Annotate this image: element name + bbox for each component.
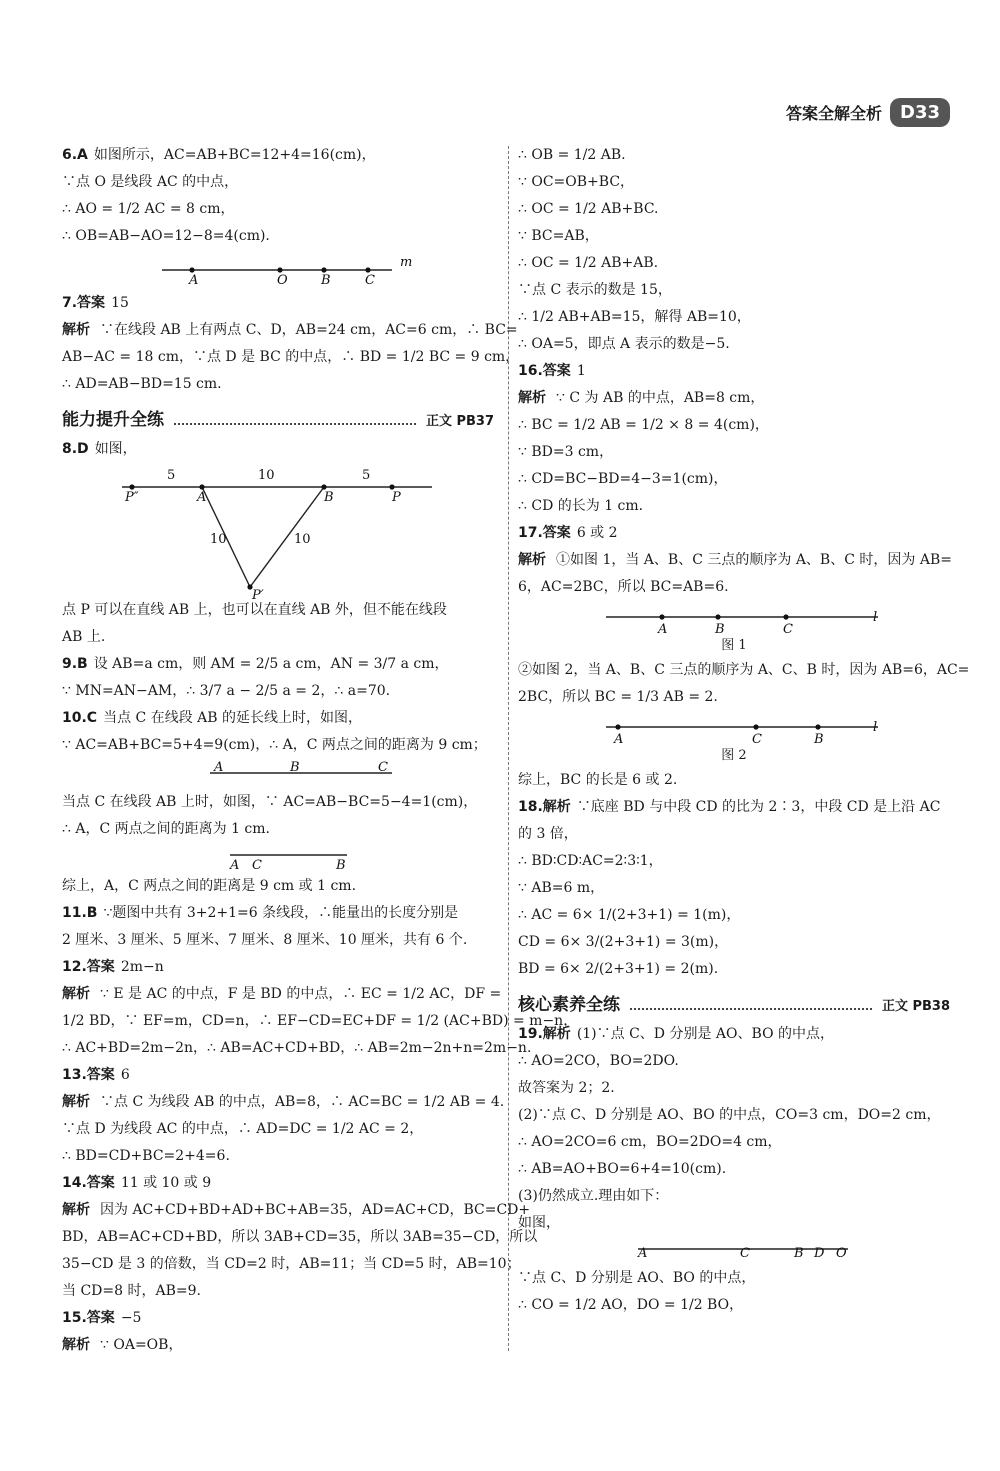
solution-line <box>518 387 950 409</box>
line-text: 因为 AC+CD+BD+AD+BC+AB=35，AD=AC+CD，BC=CD+ <box>100 1202 531 1218</box>
line-text: 6 <box>120 1067 130 1083</box>
point-label: A <box>197 490 207 505</box>
point-label: l <box>873 720 878 735</box>
line-segment-diagram <box>62 845 482 871</box>
point-label: A <box>638 1246 648 1261</box>
point-dot <box>715 614 720 619</box>
line-segment-diagram <box>62 252 482 288</box>
solution-line <box>518 1104 950 1126</box>
line-text: 如图所示，AC=AB+BC=12+4=16(cm)， <box>93 147 376 163</box>
point-label: P <box>392 490 401 505</box>
line-text: ∵点 C 为线段 AB 的中点，AB=8，∴ AC=BC = 1/2 AB = 4. <box>100 1094 505 1110</box>
line-segment-diagram <box>62 465 482 603</box>
solution-line <box>62 1145 494 1167</box>
point-dot <box>189 267 194 272</box>
line-text: ∵ AB=6 m， <box>518 880 605 896</box>
solution-line <box>62 983 502 1005</box>
line-segment-diagram <box>62 761 482 787</box>
question-number: 14.答案 <box>62 1175 115 1191</box>
solution-line <box>518 1212 950 1234</box>
line-text: 的 3 倍， <box>518 826 578 842</box>
point-dot <box>659 614 664 619</box>
solution-line <box>518 171 950 193</box>
right-column <box>518 143 970 1321</box>
question-number: 11.B <box>62 905 98 921</box>
point-label: B <box>290 760 300 775</box>
question-number: 7.答案 <box>62 295 106 311</box>
line-segment-diagram <box>518 713 948 747</box>
point-label: B <box>814 732 824 747</box>
solution-line <box>518 877 950 899</box>
solution-line <box>62 346 520 368</box>
solution-line <box>62 875 494 897</box>
question-item <box>62 292 494 314</box>
f6-figure <box>62 252 494 288</box>
question-item <box>62 1307 494 1329</box>
question-number: 13.答案 <box>62 1067 115 1083</box>
point-dot <box>365 267 370 272</box>
line-text: 1/2 BD，∵ EF=m，CD=n，∴ EF−CD=EC+DF = 1/2 (AC+BD) = m−n， <box>62 1013 578 1029</box>
line-text: 当点 C 在线段 AB 上时，如图，∵ AC=AB−BC=5−4=1(cm)， <box>62 794 478 810</box>
point-label: C <box>752 732 762 747</box>
f10b-figure <box>62 845 494 871</box>
point-dot <box>199 484 204 489</box>
line-text: AB−AC = 18 cm，∵点 D 是 BC 的中点，∴ BD = 1/2 BC = 9 cm， <box>62 349 520 365</box>
line-text: (2)∵点 C、D 分别是 AO、BO 的中点，CO=3 cm，DO=2 cm， <box>518 1107 941 1123</box>
dotted-leader <box>630 1008 872 1010</box>
solution-line <box>518 144 950 166</box>
point-label: 5 <box>167 468 176 483</box>
solution-line <box>518 931 950 953</box>
solution-line <box>518 686 950 708</box>
point-dot <box>389 484 394 489</box>
solution-line <box>62 818 494 840</box>
line-text: 综上，BC 的长是 6 或 2. <box>518 772 678 788</box>
point-dot <box>815 724 820 729</box>
point-dot <box>321 484 326 489</box>
question-number: 8.D <box>62 441 89 457</box>
section-page-ref: 正文 PB37 <box>425 414 494 429</box>
line-text: ∵ BD=3 cm， <box>518 444 614 460</box>
line-text: 如图， <box>94 441 137 457</box>
point-label: B <box>336 858 346 873</box>
point-dot <box>753 724 758 729</box>
solution-line <box>62 225 494 247</box>
solution-line <box>518 252 950 274</box>
line-text: ①如图 1，当 A、B、C 三点的顺序为 A、B、C 时，因为 AB= <box>556 552 952 568</box>
line-text: 6 或 2 <box>576 525 618 541</box>
solution-line <box>518 306 950 328</box>
line-text: ∴ CD=BC−BD=4−3=1(cm)， <box>518 471 728 487</box>
solution-line <box>62 1199 531 1221</box>
point-label: C <box>783 622 793 637</box>
line-text: 6，AC=2BC，所以 BC=AB=6. <box>518 579 729 595</box>
solution-line <box>518 279 950 301</box>
point-label: A <box>658 622 668 637</box>
line-text: ∵ C 为 AB 的中点，AB=8 cm， <box>556 390 765 406</box>
solution-line <box>62 929 494 951</box>
point-dot <box>129 484 134 489</box>
question-number: 17.答案 <box>518 525 571 541</box>
point-label: A <box>614 732 624 747</box>
section-heading <box>62 405 494 430</box>
analysis-tag: 解析 <box>518 552 546 568</box>
solution-line <box>62 1253 521 1275</box>
point-label: A <box>189 273 199 288</box>
line-text: AB 上. <box>62 629 106 645</box>
point-label: C <box>378 760 388 775</box>
point-label: A <box>214 760 224 775</box>
line-text: ∵点 D 为线段 AC 的中点，∴ AD=DC = 1/2 AC = 2， <box>62 1121 424 1137</box>
point-label: 10 <box>210 532 227 547</box>
point-label: P″ <box>125 490 139 505</box>
point-label: C <box>365 273 375 288</box>
solution-line <box>518 1131 950 1153</box>
line-text: ∵底座 BD 与中段 CD 的比为 2∶3，中段 CD 是上沿 AC <box>576 799 941 815</box>
point-label: 5 <box>362 468 371 483</box>
line-text: ∵ BC=AB， <box>518 228 599 244</box>
line-text: 点 P 可以在直线 AB 上，也可以在直线 AB 外，但不能在线段 <box>62 602 447 618</box>
line-text: 15 <box>111 295 129 311</box>
line-text: ∴ AC+BD=2m−2n，∴ AB=AC+CD+BD，∴ AB=2m−2n+n=2m−n. <box>62 1040 532 1056</box>
point-label: l <box>873 610 878 625</box>
solution-line <box>62 1010 578 1032</box>
solution-line <box>62 1280 494 1302</box>
solution-line <box>518 659 970 681</box>
solution-line <box>518 576 950 598</box>
line-text: ∵点 C、D 分别是 AO、BO 的中点， <box>518 1270 756 1286</box>
solution-line <box>62 373 494 395</box>
line-text: ∵点 O 是线段 AC 的中点， <box>62 174 239 190</box>
solution-line <box>62 791 494 813</box>
point-label: B <box>715 622 725 637</box>
dotted-leader <box>174 423 416 425</box>
line-text: 35−CD 是 3 的倍数，当 CD=2 时，AB=11；当 CD=5 时，AB=10； <box>62 1256 521 1272</box>
question-number: 10.C <box>62 710 98 726</box>
point-dot <box>321 267 326 272</box>
f17a-figure <box>518 603 950 655</box>
point-label: B <box>324 490 334 505</box>
line-segment-diagram <box>518 603 948 637</box>
solution-line <box>518 850 950 872</box>
line-text: ∴ A，C 两点之间的距离为 1 cm. <box>62 821 271 837</box>
analysis-tag: 解析 <box>62 322 90 338</box>
question-item <box>62 144 494 166</box>
question-item <box>62 653 494 675</box>
question-item <box>518 360 950 382</box>
question-item <box>518 522 950 544</box>
line-text: ∴ CD 的长为 1 cm. <box>518 498 644 514</box>
line-text: ∴ BD=CD+BC=2+4=6. <box>62 1148 230 1164</box>
figure-caption: 图 1 <box>721 638 747 653</box>
point-label: 10 <box>258 468 275 483</box>
line-text: ∴ AO=2CO=6 cm，BO=2DO=4 cm， <box>518 1134 782 1150</box>
line-text: ∴ OC = 1/2 AB+AB. <box>518 255 659 271</box>
line-text: ∴ BD∶CD∶AC=2∶3∶1， <box>518 853 663 869</box>
solution-line <box>518 1158 950 1180</box>
solution-line <box>518 823 950 845</box>
line-text: ∴ OA=5，即点 A 表示的数是−5. <box>518 336 730 352</box>
line-text: ②如图 2，当 A、B、C 三点的顺序为 A、C、B 时，因为 AB=6，AC= <box>518 662 970 678</box>
line-text: BD，AB=AC+CD+BD，所以 3AB+CD=35，所以 3AB=35−CD，所以 <box>62 1229 538 1245</box>
line-text: 综上，A，C 两点之间的距离是 9 cm 或 1 cm. <box>62 878 357 894</box>
line-text: 1 <box>576 363 586 379</box>
figure-caption: 图 2 <box>721 748 747 763</box>
point-dot <box>277 267 282 272</box>
solution-line <box>62 171 494 193</box>
line-text: (3)仍然成立.理由如下： <box>518 1188 669 1204</box>
solution-line <box>62 319 518 341</box>
analysis-tag: 解析 <box>518 390 546 406</box>
point-label: O <box>277 273 288 288</box>
point-dot <box>615 724 620 729</box>
line-text: ∵在线段 AB 上有两点 C、D，AB=24 cm，AC=6 cm，∴ BC= <box>100 322 518 338</box>
solution-line <box>62 734 494 756</box>
line-text: ∵题图中共有 3+2+1=6 条线段，∴能量出的长度分别是 <box>103 905 459 921</box>
question-number: 18.解析 <box>518 799 571 815</box>
question-item <box>62 956 494 978</box>
question-number: 15.答案 <box>62 1310 115 1326</box>
solution-line <box>518 495 950 517</box>
question-item <box>62 1172 494 1194</box>
question-item <box>62 438 494 460</box>
point-label: A <box>230 858 240 873</box>
line-text: ∵ OA=OB， <box>100 1337 183 1353</box>
line-text: ∴ 1/2 AB+AB=15，解得 AB=10， <box>518 309 751 325</box>
solution-line <box>62 626 494 648</box>
point-dot <box>783 614 788 619</box>
question-item <box>62 1064 494 1086</box>
point-label: m <box>400 255 413 270</box>
point-label: D <box>814 1246 825 1261</box>
solution-line <box>518 414 950 436</box>
line-text: 2 厘米、3 厘米、5 厘米、7 厘米、8 厘米、10 厘米，共有 6 个. <box>62 932 468 948</box>
question-number: 12.答案 <box>62 959 115 975</box>
solution-line <box>62 198 494 220</box>
line-text: ∵ OC=OB+BC， <box>518 174 635 190</box>
line-text: ∴ AB=AO+BO=6+4=10(cm). <box>518 1161 727 1177</box>
solution-line <box>518 198 950 220</box>
question-item <box>62 902 494 924</box>
solution-line <box>518 333 950 355</box>
line-text: −5 <box>120 1310 142 1326</box>
solution-line <box>62 680 494 702</box>
f19-figure <box>518 1239 950 1263</box>
f8-figure <box>62 465 494 603</box>
section-title: 核心素养全练 <box>518 995 620 1015</box>
line-text: ∴ BC = 1/2 AB = 1/2 × 8 = 4(cm)， <box>518 417 769 433</box>
point-label: P′ <box>252 588 264 603</box>
line-text: 2BC，所以 BC = 1/3 AB = 2. <box>518 689 718 705</box>
solution-line <box>62 1091 505 1113</box>
analysis-tag: 解析 <box>62 986 90 1002</box>
solution-line <box>518 468 950 490</box>
solution-line <box>62 1334 494 1356</box>
question-item <box>518 796 950 818</box>
solution-line <box>62 1226 538 1248</box>
section-page-ref: 正文 PB38 <box>881 999 950 1014</box>
solution-line <box>62 1118 494 1140</box>
line-text: 11 或 10 或 9 <box>120 1175 212 1191</box>
solution-line <box>518 441 950 463</box>
solution-line <box>518 1267 950 1289</box>
solution-line <box>62 599 494 621</box>
line-text: ∴ OB = 1/2 AB. <box>518 147 626 163</box>
solution-line <box>518 1185 950 1207</box>
triangle-side <box>250 487 324 587</box>
solution-line <box>518 1050 950 1072</box>
solution-line <box>518 1077 950 1099</box>
solution-line <box>62 1037 532 1059</box>
line-text: BD = 6× 2/(2+3+1) = 2(m). <box>518 961 719 977</box>
line-text: ∴ AO=2CO，BO=2DO. <box>518 1053 679 1069</box>
point-label: C <box>252 858 262 873</box>
analysis-tag: 解析 <box>62 1202 90 1218</box>
question-number: 16.答案 <box>518 363 571 379</box>
line-segment-diagram <box>518 1239 948 1263</box>
solution-line <box>518 904 950 926</box>
question-number: 9.B <box>62 656 88 672</box>
line-text: 如图， <box>518 1215 560 1231</box>
line-text: ∵点 C 表示的数是 15， <box>518 282 672 298</box>
line-text: ∴ OB=AB−AO=12−8=4(cm). <box>62 228 270 244</box>
line-text: ∴ CO = 1/2 AO，DO = 1/2 BO， <box>518 1297 744 1313</box>
line-text: 设 AB=a cm，则 AM = 2/5 a cm，AN = 3/7 a cm， <box>93 656 449 672</box>
question-item <box>62 707 494 729</box>
point-label: B <box>794 1246 804 1261</box>
line-text: ∴ AC = 6× 1/(2+3+1) = 1(m)， <box>518 907 741 923</box>
page-number-badge: D33 <box>890 98 950 127</box>
solution-line <box>518 769 950 791</box>
line-text: ∵ MN=AN−AM，∴ 3/7 a − 2/5 a = 2，∴ a=70. <box>62 683 391 699</box>
point-label: C <box>740 1246 750 1261</box>
line-text: ∵ E 是 AC 的中点，F 是 BD 的中点，∴ EC = 1/2 AC，DF = <box>100 986 502 1002</box>
solution-line <box>518 958 950 980</box>
line-text: ∴ OC = 1/2 AB+BC. <box>518 201 659 217</box>
line-text: 故答案为 2；2. <box>518 1080 615 1096</box>
line-text: (1)∵点 C、D 分别是 AO、BO 的中点， <box>576 1026 834 1042</box>
line-text: CD = 6× 3/(2+3+1) = 3(m)， <box>518 934 729 950</box>
page-header <box>786 98 950 127</box>
f10a-figure <box>62 761 494 787</box>
line-text: ∴ AD=AB−BD=15 cm. <box>62 376 222 392</box>
question-number: 6.A <box>62 147 88 163</box>
point-label: 10 <box>294 532 311 547</box>
solution-line <box>518 549 950 571</box>
solution-line <box>518 225 950 247</box>
line-text: 当 CD=8 时，AB=9. <box>62 1283 201 1299</box>
question-number: 19.解析 <box>518 1026 571 1042</box>
f17b-figure <box>518 713 950 765</box>
question-item <box>518 1023 950 1045</box>
line-text: ∵ AC=AB+BC=5+4=9(cm)，∴ A，C 两点之间的距离为 9 cm； <box>62 737 487 753</box>
header-title: 答案全解全析 <box>785 104 882 123</box>
line-text: 当点 C 在线段 AB 的延长线上时，如图， <box>103 710 362 726</box>
point-label: O <box>836 1246 847 1261</box>
line-text: ∴ AO = 1/2 AC = 8 cm， <box>62 201 235 217</box>
section-title: 能力提升全练 <box>62 410 164 430</box>
analysis-tag: 解析 <box>62 1094 90 1110</box>
analysis-tag: 解析 <box>62 1337 90 1353</box>
section-heading <box>518 990 950 1015</box>
solution-line <box>518 1294 950 1316</box>
point-label: B <box>321 273 331 288</box>
line-text: 2m−n <box>120 959 164 975</box>
